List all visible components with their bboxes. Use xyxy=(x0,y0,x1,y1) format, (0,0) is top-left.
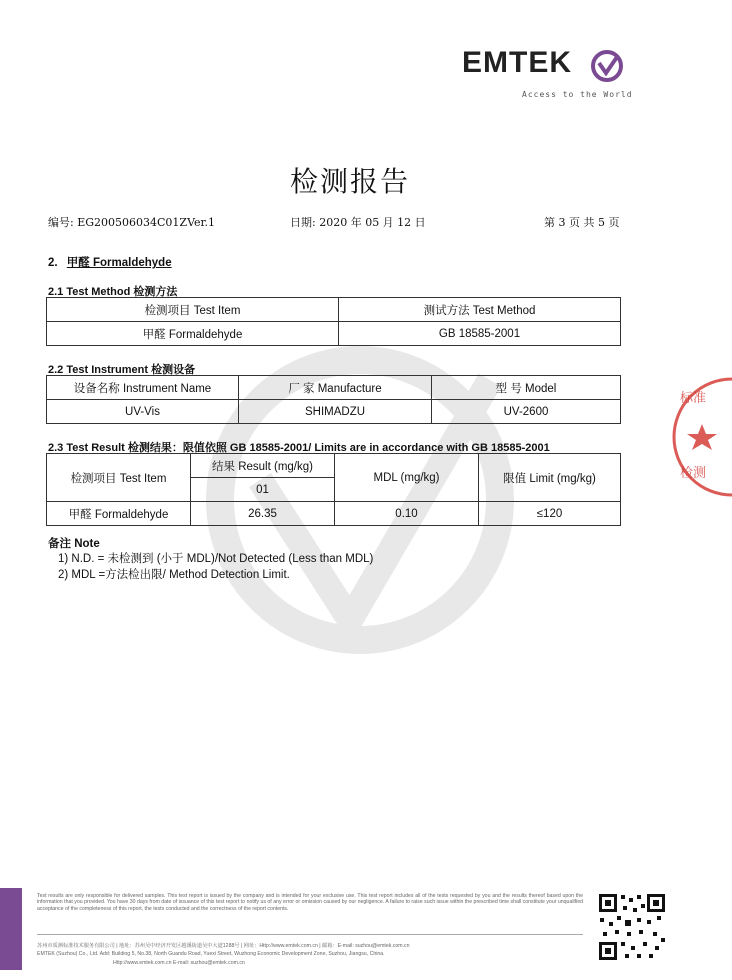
table-cell: 甲醛 Formaldehyde xyxy=(47,502,191,526)
table-cell: UV-Vis xyxy=(47,400,239,424)
table-header-cell: 检测项目 Test Item xyxy=(47,454,191,502)
table-cell: SHIMADZU xyxy=(239,400,432,424)
table-header-cell: 设备名称 Instrument Name xyxy=(47,376,239,400)
footer-address-cn: 苏州市质测标准技术服务有限公司 | 地址：苏州吴中经济开发区越溪街道吴中大道1288号 | 网址：Http://www.emtek.com.cn | 邮箱：E-mail: suzhou@emtek.com.cn xyxy=(37,943,410,949)
table-cell: 26.35 xyxy=(191,502,335,526)
footer-divider xyxy=(37,934,583,935)
method-heading: 2.1 Test Method 检测方法 xyxy=(48,286,178,298)
footer-contact: Http://www.emtek.com.cn E-mail: suzhou@emtek.com.cn xyxy=(113,960,245,966)
table-cell: 甲醛 Formaldehyde xyxy=(47,322,339,346)
page-indicator: 第 3 页 共 5 页 xyxy=(544,216,620,229)
footer-disclaimer: Test results are only responsible for delivered samples. This test report is issued by the company and is intended for your exclusive use. This test report includes all of the tests requested by you and the results thereof based upon the information that you provided. You have 30 days from date of issuance of this test report to notify us of any error or omission caused by our negligence. A failure to raise such issue within the prescribed time shall constitute your unqualified acceptance of the completeness of this report, the tests conducted and the correctness of the report contents. xyxy=(37,893,583,912)
table-header-cell: 限值 Limit (mg/kg) xyxy=(479,454,621,502)
logo-brand: EMTEK xyxy=(462,46,572,79)
table-row xyxy=(47,400,621,424)
svg-text:检测: 检测 xyxy=(680,466,707,481)
table-header-row xyxy=(47,454,621,478)
section-heading xyxy=(48,254,172,270)
note-heading: 备注 Note xyxy=(48,538,100,550)
logo-check-icon xyxy=(590,49,624,83)
result-heading: 2.3 Test Result 检测结果：限值依照 GB 18585-2001/ Limits are in accordance with GB 18585-2001 xyxy=(48,442,550,454)
report-title: 检测报告 xyxy=(289,165,410,198)
footer-address-en: EMTEK (Suzhou) Co., Ltd. Add: Building 5, No.38, North Guandu Road, Yuexi Street, Wuzhong Economic Development Zone, Suzhou, Jiangsu, China. xyxy=(37,951,385,957)
sample-id-cell: 01 xyxy=(191,478,335,502)
table-header-row xyxy=(47,298,621,322)
table-cell: ≤120 xyxy=(479,502,621,526)
official-seal-stamp xyxy=(672,372,732,502)
qr-code-icon xyxy=(597,892,667,962)
note-item: 2) MDL =方法检出限/ Method Detection Limit. xyxy=(58,569,290,581)
table-cell: UV-2600 xyxy=(432,400,621,424)
logo-tagline: Access to the World xyxy=(522,90,633,99)
note-item: 1) N.D. = 未检测到 (小于 MDL)/Not Detected (Less than MDL) xyxy=(58,553,374,565)
method-table xyxy=(46,297,621,346)
table-header-cell: 厂 家 Manufacture xyxy=(239,376,432,400)
table-row xyxy=(47,502,621,526)
svg-text:标准: 标准 xyxy=(680,391,707,406)
report-number: 编号: EG200506034C01ZVer.1 xyxy=(48,216,216,229)
report-date: 日期: 2020 年 05 月 12 日 xyxy=(290,216,426,229)
section-title: 甲醛 Formaldehyde xyxy=(66,257,172,269)
table-header-cell: MDL (mg/kg) xyxy=(335,454,479,502)
table-header-row xyxy=(47,376,621,400)
footer-accent-bar xyxy=(0,888,22,970)
company-logo xyxy=(462,46,632,106)
table-cell: 0.10 xyxy=(335,502,479,526)
result-table xyxy=(46,453,621,526)
table-header-cell: 测试方法 Test Method xyxy=(339,298,621,322)
table-row xyxy=(47,322,621,346)
table-header-cell: 检测项目 Test Item xyxy=(47,298,339,322)
instrument-table xyxy=(46,375,621,424)
section-number: 2. xyxy=(48,257,58,269)
instrument-heading: 2.2 Test Instrument 检测设备 xyxy=(48,364,196,376)
table-cell: GB 18585-2001 xyxy=(339,322,621,346)
table-header-cell: 型 号 Model xyxy=(432,376,621,400)
table-header-cell: 结果 Result (mg/kg) xyxy=(191,454,335,478)
